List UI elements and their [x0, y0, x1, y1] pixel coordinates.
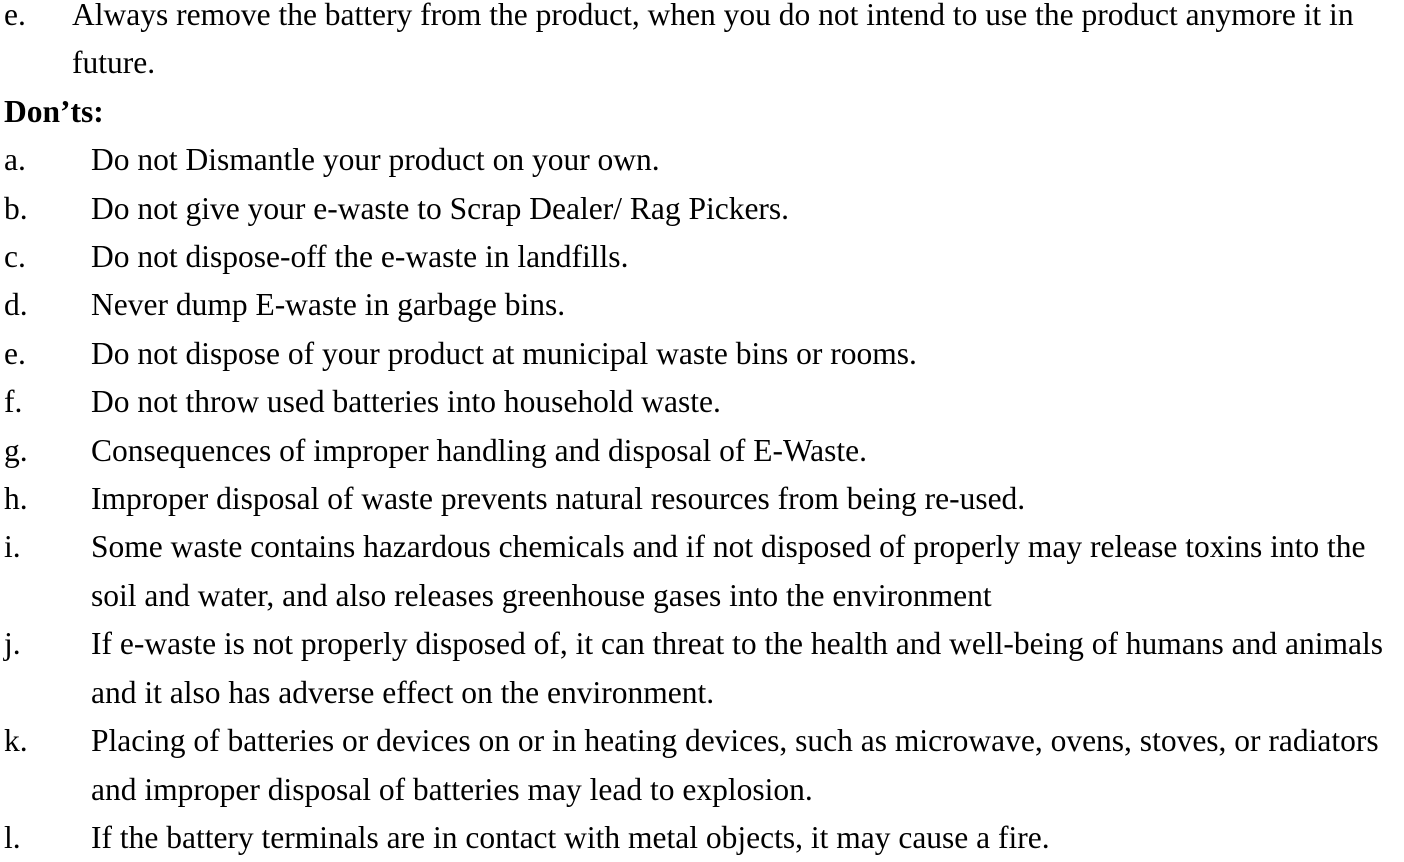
list-marker: h.: [4, 481, 28, 517]
list-marker: c.: [4, 239, 26, 275]
list-item-text: Do not dispose-off the e-waste in landfills.: [91, 239, 629, 275]
list-item: [0, 233, 1404, 281]
list-marker: g.: [4, 432, 28, 468]
list-item: [0, 814, 1404, 862]
list-item: [0, 475, 1404, 523]
list-marker: b.: [4, 190, 28, 226]
list-item-text: If the battery terminals are in contact with metal objects, it may cause a fire.: [91, 819, 1050, 855]
list-item: [0, 427, 1404, 475]
list-marker: a.: [4, 142, 26, 178]
list-item-text: Improper disposal of waste prevents natural resources from being re-used.: [91, 481, 1026, 517]
list-item: [0, 281, 1404, 329]
donts-list: [0, 136, 1404, 862]
list-item-text: Placing of batteries or devices on or in heating devices, such as microwave, ovens, stoves, or radiators and improper disposal of batteries may lead to explosion.: [91, 723, 1379, 807]
list-marker: i.: [4, 529, 21, 565]
list-marker: k.: [4, 723, 28, 759]
list-item-text: Some waste contains hazardous chemicals and if not disposed of properly may release toxins into the soil and water, and also releases greenhouse gases into the environment: [91, 529, 1366, 613]
list-item: [0, 185, 1404, 233]
list-item-text: Do not Dismantle your product on your own.: [91, 142, 660, 178]
list-item: [0, 620, 1404, 717]
list-item-text: Do not dispose of your product at municipal waste bins or rooms.: [91, 335, 917, 371]
list-item-text: Never dump E-waste in garbage bins.: [91, 287, 566, 323]
list-marker: j.: [4, 626, 21, 662]
list-marker: l.: [4, 819, 21, 855]
list-item: [0, 378, 1404, 426]
list-item: [0, 136, 1404, 184]
list-item: [0, 330, 1404, 378]
list-marker: e.: [4, 335, 26, 371]
list-item: [0, 717, 1404, 814]
list-item-text: Consequences of improper handling and disposal of E-Waste.: [91, 432, 868, 468]
list-item-text: Do not throw used batteries into household waste.: [91, 384, 721, 420]
list-item: [0, 523, 1404, 620]
list-marker: f.: [4, 384, 23, 420]
donts-heading: Don’ts:: [4, 93, 104, 129]
list-marker: d.: [4, 287, 28, 323]
list-item-text: Always remove the battery from the product, when you do not intend to use the product anymore it in future.: [72, 0, 1354, 81]
list-item-continued-e: [0, 0, 1404, 88]
list-item-text: Do not give your e-waste to Scrap Dealer/ Rag Pickers.: [91, 190, 790, 226]
list-marker: e.: [4, 0, 26, 32]
list-item-text: If e-waste is not properly disposed of, it can threat to the health and well-being of humans and animals and it also has adverse effect on the environment.: [91, 626, 1384, 710]
